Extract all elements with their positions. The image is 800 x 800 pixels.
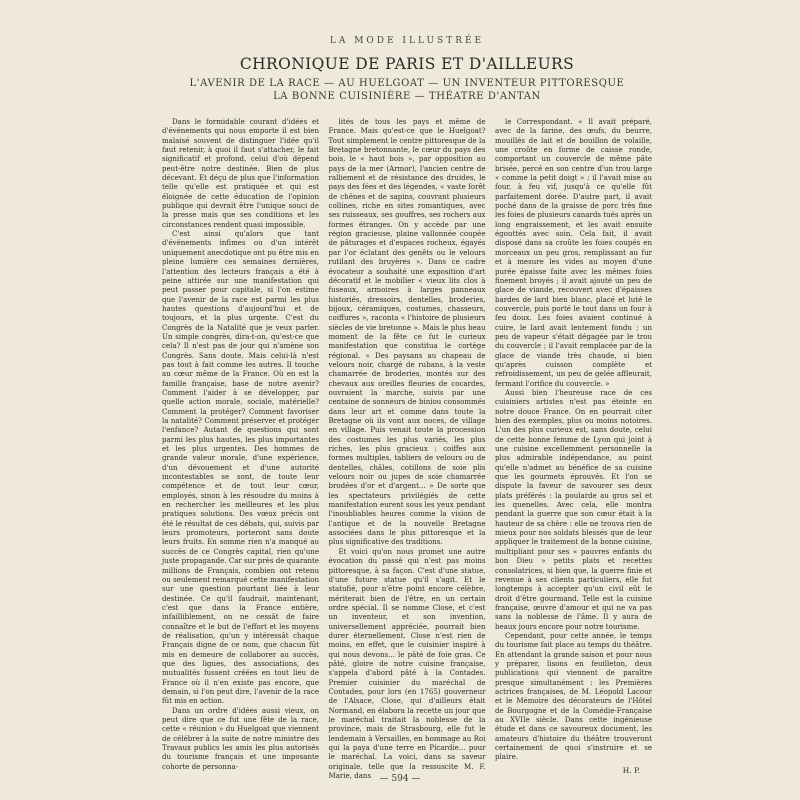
paragraph: lités de tous les pays et même de France. Mais qu'est-ce que le Huelgoat? Tout simplement le centre pittoresque de la Bretagne bretonnante, le cœur du pays des bois, le « haut bois », par opposition au pays de la mer (Armor), l'ancien centre de ralliement et de résistance des druides, le pays des fées et des légendes, « vaste forêt de chênes et de sapins, couvrant plusieurs collines, riche en sites romantiques, avec ses ruisseaux, ses gouffres, ses rochers aux formes étranges. On y accède par une région gracieuse, plaine vallonnée coupée de pâturages et d'espaces rocheux, égayés par l'or éclatant des genêts ou le velours rutilant des bruyères ». Dans ce cadre évocateur a souhaité une exposition d'art décoratif et le mobilier « vieux lits clos à fuseaux, armoires à larges panneaux historiés, dressoirs, dentelles, broderies, bijoux, céramiques, costumes, chasseurs, coiffures », raconta « l'histoire de plusieurs siècles de vie bretonne ». Mais le plus beau moment de la fête ce fut le curieux manifestation que constitua le cortège régional. « Des paysans au chapeau de velours noir, chargé de rubans, à la veste chamarrée de broderies, montés sur des chevaux aux oreilles fleuries de cocardes, ouvraient la marche, suivis par une centaine de sonneurs de biniou consommés dans leur art et comme dans toute la Bretagne où ils vont aux noces, de village en village. Puis venait toute la procession des costumes les plus variés, les plus riches, les plus gracieux : coiffes aux formes multiples, tabliers de velours ou de dentelles, châles, cotillons de soie plis velours noir ou jupes de soie chamarrée brodées d'or et d'argent... » De sorte que les spectateurs privilégiés de cette manifestation eurent sous les yeux pendant l'inoubliables heures comme la vision de l'antique et de la nouvelle Bretagne associées dans le plus pittoresque et la plus significative des traditions. (328, 117, 486, 547)
author-signature: H. P. (622, 765, 640, 775)
subtitle-line-1: L'AVENIR DE LA RACE — AU HUELGOAT — UN INVENTEUR PITTORESQUE (189, 78, 625, 89)
chronicle-title: CHRONIQUE DE PARIS ET D'AILLEURS (239, 55, 575, 73)
column-3 (495, 117, 652, 775)
paragraph: Dans un ordre d'idées aussi vieux, on peut dire que ce fut une fête de la race, cette « réunion » du Huelgoat que viennent de célébrer à la suite de notre ministre des Travaux publics les amis les plus autorisés du tourisme français et une imposante cohorte de personna- (162, 705, 319, 771)
paragraph: Dans le formidable courant d'idées et d'événements qui nous emporte il est bien malaisé souvent de distinguer l'idée qu'il faut retenir, à quoi il faut s'attacher, le fait significatif et profond, celui d'où dépend peut-être notre destinée. Bien de plus décevant. Et déçu de plus que l'information telle qu'elle est pratiquée et qui est éloignée de cette éducation de l'opinion publique qui devrait être l'unique souci de la presse mais que ses conditions et les circonstances rendent quasi impossible. (162, 117, 319, 229)
paragraph: Cependant, pour cette année, le temps du tourisme fait place au temps du théâtre. En attendant la grande saison et pour nous y préparer, lisons en feuilleton, deux publications qui viennent de paraître presque simultanément : les Premières actrices françaises, de M. Léopold Lacour et le Mémoire des décorateurs de l'Hôtel de Bourgogne et de la Comédie-Française au XVIIe siècle. Dans cette ingénieuse étude et dans ce savoureux document, les amateurs d'histoire du théâtre trouveront certainement de quoi s'instruire et se plaire. (495, 630, 652, 762)
paragraph: C'est ainsi qu'alors que tant d'événements infimes ou d'un intérêt uniquement anecdotique ont pu être mis en pleine lumière ces semaines dernières, l'attention des lecteurs français a été à peine attirée sur une manifestation qui peut passer pour capitale, si l'on estime que l'avenir de la race est parmi les plus hautes questions d'aujourd'hui et de toujours, et la plus urgente. C'est du Congrès de la Natalité que je veux parler. Un simple congrès, dira-t-on, qu'est-ce que cela? Il n'est pas de jour qui n'amène son Congrès. Sans doute. Mais celui-là n'est pas tout à fait comme les autres. Il touche au cœur même de la France. Où en est la famille française, base de notre avenir? Comment l'aider à se développer, par quelle action morale, sociale, matérielle? Comment la protéger? Comment favoriser la natalité? Comment préserver et protéger l'enfance? Autant de questions qui sont parmi les plus hautes, les plus importantes et les plus urgentes. Des hommes de grande valeur morale, d'une expérience, d'un dévouement et d'une autorité incontestables se sont, de toute leur compétence et de tout leur cœur, employés, sinon à les résoudre du moins à en rechercher les meilleures et les plus pratiques solutions. Des vœux précis ont été le résultat de ces débats, qui, suivis par leurs promoteurs, porteront sans doute leurs fruits. En somme rien n'a manqué au succès de ce Congrès capital, rien qu'une juste propagande. Car sur près de quarante millions de Français, combien ont retenu ou seulement remarqué cette manifestation sur une question pourtant liée à leur destinée. Ce qu'il faudrait, maintenant, c'est que dans la France entière, infailliblement, on ne cessât de faire connaître et le but de l'effort et les moyens de réalisation, qu'un y intéressât chaque Français digne de ce nom, que chacun fût mis en demeure de collaborer au succès, que des ligues, des associations, des mutualités fussent créées en tout lieu de France où il n'en existe pas encore, que demain, si l'on peut dire, l'avenir de la race fût mis en action. (162, 229, 319, 706)
subtitle-line-2: LA BONNE CUISINIÈRE — THÉATRE D'ANTAN (273, 91, 541, 102)
paragraph: le Correspondant. « Il avait préparé, avec de la farine, des œufs, du beurre, mouillés de lait et de bouillon de volaille, une croûte en forme de caisse ronde, comportant un couvercle de même pâte brisée, percé en son centre d'un trou large « comme la petit doigt » : il l'avait mise au four, à feu vif, jusqu'à ce qu'elle fût parfaitement dorée. D'autre part, il avait poché dans de la graisse de porc très fine les foies de plusieurs canards tués après un long engraissement, et les avait ensuite égouttés avec soin. Cela fait, il avait disposé dans sa croûte les foies coupés en morceaux un peu gros, remplissant au fur et à mesure les vides au moyen d'une purée épaisse faite avec les mêmes foies finement broyés ; il avait ajouté un peu de glace de viande, recouvert avec d'épaisses bardes de lard bien blanc, placé et luté le couvercle, puis porté le tout dans un four à feu doux. Les foies avaient continué à cuire, le lard avait lentement fondu ; un peu de vapeur s'était dégagée par le trou du couvercle ; il l'avait remplacée par de la glace de viande très chaude, si bien qu'après cuisson complète et refroidissement, un peu de gelée affleurait, fermant l'orifice du couvercle. » (495, 117, 652, 388)
paragraph: Et voici qu'on nous promet une autre évocation du passé qui n'est pas moins pittoresque, à sa façon. C'est d'une statue, d'une future statue qu'il s'agit. Et le statufié, pour n'être point encore célèbre, mériterait bien de l'être, en un certain ordre spécial. Il se nomme Close, et c'est un inventeur, et son invention, universellement appréciée, pourrait bien durer éternellement. Close n'est rien de moins, en effet, que le cuisinier inspiré à qui nous devons... le pâté de foie gras. Ce pâté, gloire de notre cuisine française, s'appela d'abord pâté à la Contades. Premier cuisinier du maréchal de Contades, pour lors (en 1765) gouverneur de l'Alsace, Close, qui d'ailleurs était Normand, en élabora la recette un jour que le maréchal traitait la noblesse de la province, mais de Strasbourg, elle fut le lendemain à Versailles, en hommage au Roi qui la paya d'une terre en Picardie... pour le maréchal. La voici, dans sa saveur originale, telle que la ressuscite M. F. Marie, dans (328, 546, 486, 781)
paragraph: Aussi bien l'heureuse race de ces cuisiniers artistes n'est pas éteinte en notre douce France. On en pourrait citer bien des exemples, plus ou moins notoires. L'un des plus curieux est, sans doute, celui de cette bonne femme de Lyon qui joint à une cuisine excellemment personnelle la plus admirable indépendance, au point qu'elle n'admet au bénéfice de sa cuisine que les gourmets éprouvés. Et l'on se dispute la faveur de savourer ses deux plats préférés : la poularde au gros sel et les quenelles. Avec cela, elle montra pendant la guerre que son cœur était à la hauteur de sa chère : elle ne trouva rien de mieux pour nos soldats blessés que de leur appliquer le traitement de la bonne cuisine, multipliant pour ses « pauvres enfants du bon Dieu » petits plats et recettes consolatrices, si bien que, la guerre finie et revenue à ses clients particuliers, elle fut longtemps à accepter qu'un civil eût le droit d'être gourmand. Telle est la cuisine française, œuvre d'amour et qui ne va pas sans la noblesse de l'âme. Il y aura de beaux jours encore pour notre tourisme. (495, 387, 652, 631)
page-number: — 594 — (379, 774, 421, 784)
running-head: LA MODE ILLUSTRÉE (329, 36, 485, 46)
chronicle-subtitle (162, 77, 652, 103)
column-1 (162, 117, 319, 772)
